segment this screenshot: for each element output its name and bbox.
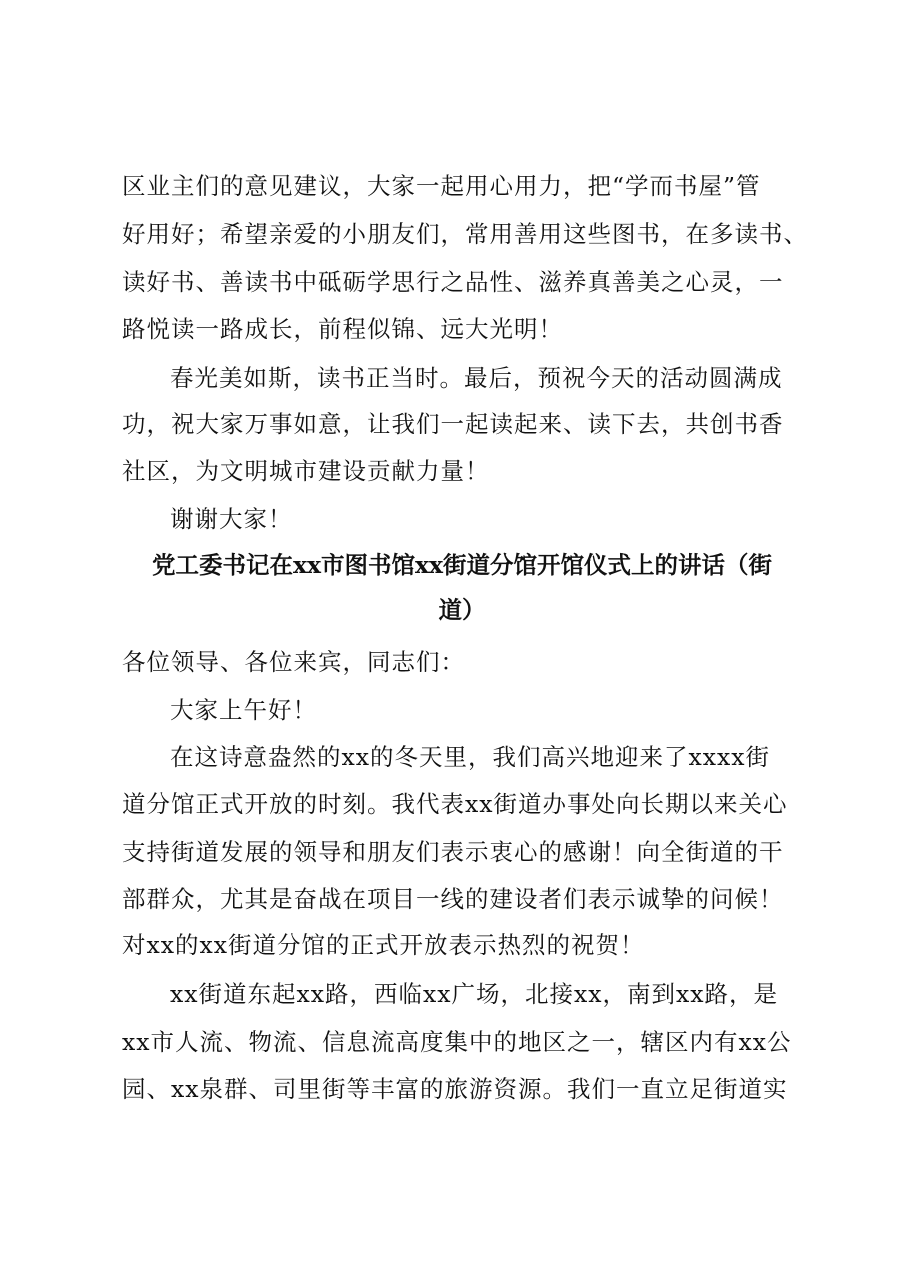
text-line: 园、xx泉群、司里街等丰富的旅游资源。我们一直立足街道实: [122, 1075, 788, 1103]
text-line: 大家上午好！: [170, 696, 317, 724]
text-line: 春光美如斯，读书正当时。最后，预祝今天的活动圆满成: [170, 364, 783, 392]
text-line: 支持街道发展的领导和朋友们表示衷心的感谢！向全街道的干: [122, 838, 784, 866]
text-line: 在这诗意盎然的xx的冬天里，我们高兴地迎来了xxxx街: [170, 743, 771, 771]
text-line: 部群众，尤其是奋战在项目一线的建设者们表示诚挚的问候！: [122, 885, 784, 913]
text-line: 对xx的xx街道分馆的正式开放表示热烈的祝贺！: [122, 931, 645, 959]
text-line: 读好书、善读书中砥砺学思行之品性、滋养真善美之心灵，一: [122, 268, 784, 296]
text-line: xx街道东起xx路，西临xx广场，北接xx，南到xx路，是: [170, 980, 779, 1008]
text-line: 各位领导、各位来宾，同志们：: [122, 648, 465, 676]
text-line: xx市人流、物流、信息流高度集中的地区之一，辖区内有xx公: [122, 1028, 792, 1056]
text-line: 道分馆正式开放的时刻。我代表xx街道办事处向长期以来关心: [122, 790, 788, 818]
text-line: 社区，为文明城市建设贡献力量！: [122, 457, 490, 485]
text-line: 功，祝大家万事如意，让我们一起读起来、读下去，共创书香: [122, 410, 784, 438]
title-line: 党工委书记在xx市图书馆xx街道分馆开馆仪式上的讲话（街: [151, 551, 773, 579]
text-line: 好用好；希望亲爱的小朋友们，常用善用这些图书，在多读书、: [122, 220, 808, 248]
title-line: 道）: [438, 596, 486, 624]
text-line: 谢谢大家！: [170, 505, 293, 533]
text-line: 路悦读一路成长，前程似锦、远大光明！: [122, 315, 563, 343]
text-line: 区业主们的意见建议，大家一起用心用力，把“学而书屋”管: [122, 172, 761, 200]
